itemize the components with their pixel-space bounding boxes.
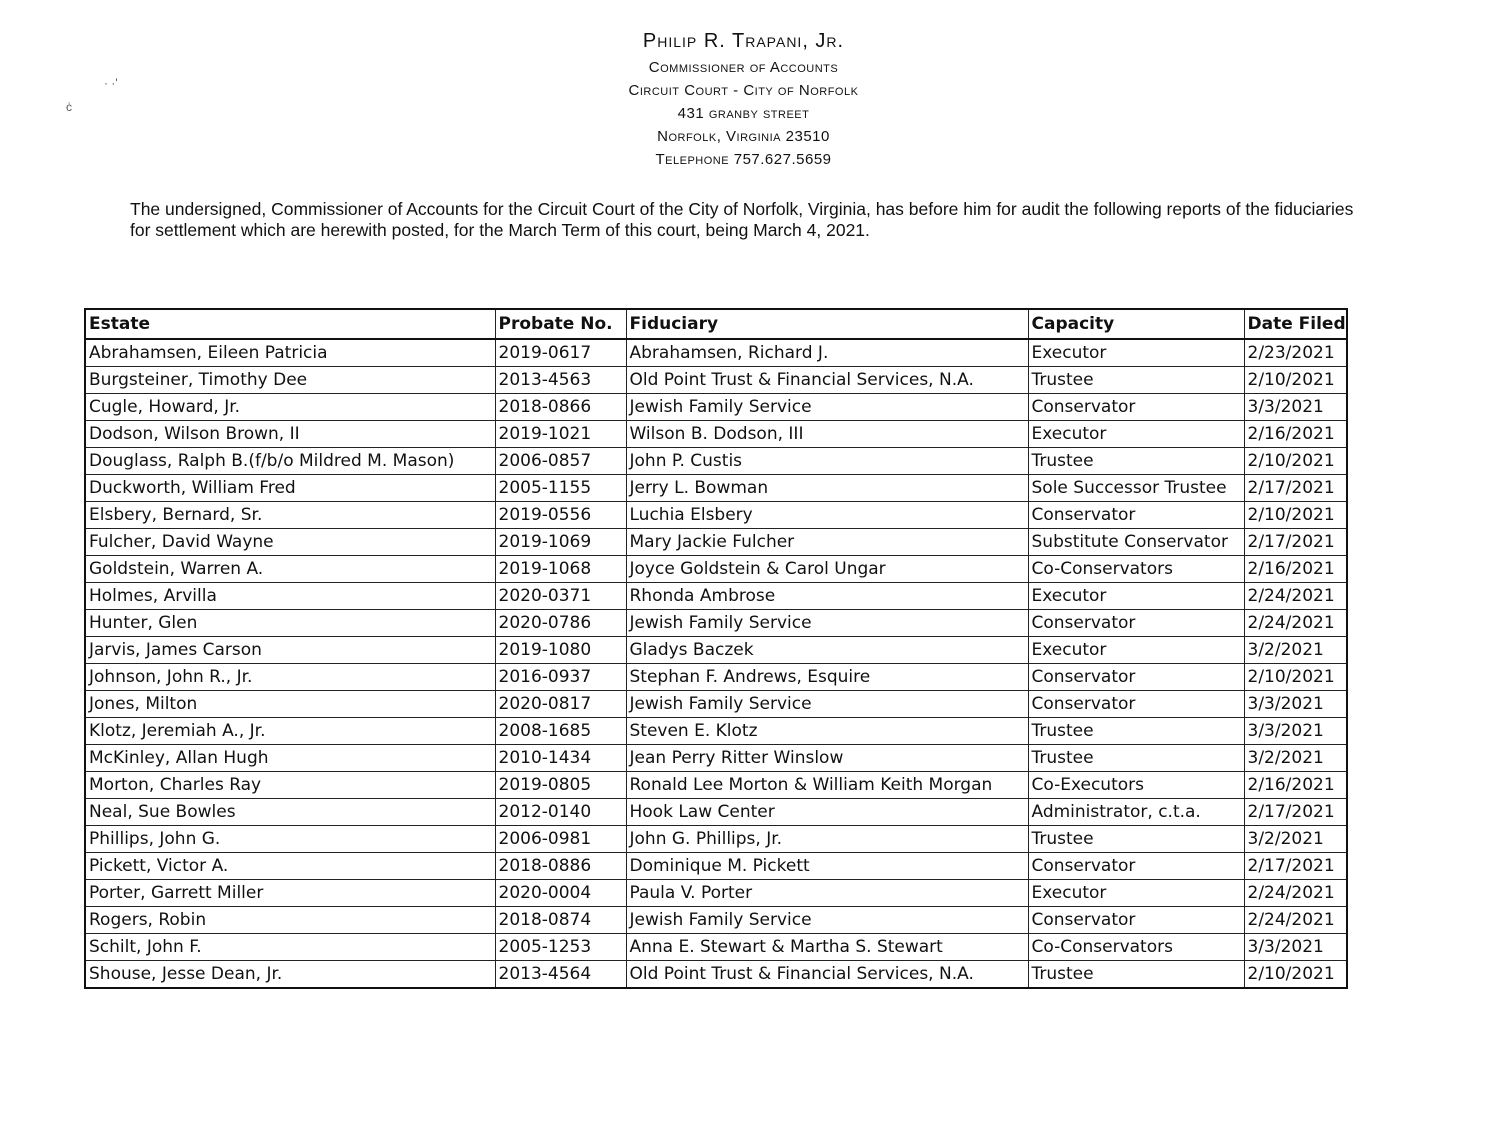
cell-estate: Abrahamsen, Eileen Patricia: [85, 339, 495, 367]
cell-date-filed: 2/10/2021: [1244, 664, 1347, 691]
cell-fiduciary: Jewish Family Service: [626, 610, 1028, 637]
cell-date-filed: 3/3/2021: [1244, 691, 1347, 718]
cell-estate: Shouse, Jesse Dean, Jr.: [85, 961, 495, 989]
cell-probate-no: 2020-0817: [495, 691, 626, 718]
cell-capacity: Conservator: [1028, 907, 1244, 934]
cell-date-filed: 3/2/2021: [1244, 826, 1347, 853]
cell-capacity: Executor: [1028, 880, 1244, 907]
cell-fiduciary: Luchia Elsbery: [626, 502, 1028, 529]
cell-estate: Douglass, Ralph B.(f/b/o Mildred M. Mason): [85, 448, 495, 475]
table-row: [85, 961, 1347, 989]
cell-estate: Duckworth, William Fred: [85, 475, 495, 502]
cell-capacity: Trustee: [1028, 718, 1244, 745]
table-row: [85, 907, 1347, 934]
cell-capacity: Co-Conservators: [1028, 934, 1244, 961]
cell-capacity: Conservator: [1028, 610, 1244, 637]
cell-fiduciary: Jerry L. Bowman: [626, 475, 1028, 502]
cell-date-filed: 2/24/2021: [1244, 610, 1347, 637]
cell-capacity: Conservator: [1028, 394, 1244, 421]
cell-capacity: Co-Conservators: [1028, 556, 1244, 583]
cell-probate-no: 2019-1069: [495, 529, 626, 556]
cell-fiduciary: Steven E. Klotz: [626, 718, 1028, 745]
cell-capacity: Executor: [1028, 421, 1244, 448]
cell-estate: Phillips, John G.: [85, 826, 495, 853]
table-row: [85, 934, 1347, 961]
cell-estate: Klotz, Jeremiah A., Jr.: [85, 718, 495, 745]
cell-date-filed: 2/10/2021: [1244, 502, 1347, 529]
cell-estate: Neal, Sue Bowles: [85, 799, 495, 826]
column-header-capacity: Capacity: [1028, 309, 1244, 339]
cell-fiduciary: Anna E. Stewart & Martha S. Stewart: [626, 934, 1028, 961]
cell-probate-no: 2006-0857: [495, 448, 626, 475]
cell-date-filed: 2/10/2021: [1244, 448, 1347, 475]
cell-estate: Morton, Charles Ray: [85, 772, 495, 799]
column-header-estate: Estate: [85, 309, 495, 339]
table-row: [85, 772, 1347, 799]
cell-date-filed: 2/24/2021: [1244, 583, 1347, 610]
table-row: [85, 556, 1347, 583]
cell-capacity: Administrator, c.t.a.: [1028, 799, 1244, 826]
cell-probate-no: 2016-0937: [495, 664, 626, 691]
cell-probate-no: 2006-0981: [495, 826, 626, 853]
cell-probate-no: 2020-0371: [495, 583, 626, 610]
cell-fiduciary: Stephan F. Andrews, Esquire: [626, 664, 1028, 691]
cell-fiduciary: John P. Custis: [626, 448, 1028, 475]
cell-estate: Burgsteiner, Timothy Dee: [85, 367, 495, 394]
cell-date-filed: 2/16/2021: [1244, 772, 1347, 799]
cell-date-filed: 2/10/2021: [1244, 367, 1347, 394]
cell-fiduciary: Paula V. Porter: [626, 880, 1028, 907]
cell-probate-no: 2008-1685: [495, 718, 626, 745]
street-address: 431 granby street: [677, 105, 810, 122]
cell-estate: Dodson, Wilson Brown, II: [85, 421, 495, 448]
table-row: [85, 475, 1347, 502]
cell-date-filed: 3/2/2021: [1244, 745, 1347, 772]
cell-fiduciary: Jewish Family Service: [626, 394, 1028, 421]
table-row: [85, 339, 1347, 367]
cell-date-filed: 2/24/2021: [1244, 880, 1347, 907]
cell-capacity: Trustee: [1028, 745, 1244, 772]
cell-estate: Cugle, Howard, Jr.: [85, 394, 495, 421]
table-row: [85, 718, 1347, 745]
cell-capacity: Sole Successor Trustee: [1028, 475, 1244, 502]
cell-capacity: Executor: [1028, 339, 1244, 367]
cell-fiduciary: Mary Jackie Fulcher: [626, 529, 1028, 556]
cell-capacity: Trustee: [1028, 961, 1244, 989]
cell-date-filed: 2/17/2021: [1244, 475, 1347, 502]
cell-date-filed: 2/17/2021: [1244, 529, 1347, 556]
cell-estate: Rogers, Robin: [85, 907, 495, 934]
table-row: [85, 799, 1347, 826]
cell-probate-no: 2020-0786: [495, 610, 626, 637]
cell-estate: Elsbery, Bernard, Sr.: [85, 502, 495, 529]
column-header-date-filed: Date Filed: [1244, 309, 1347, 339]
cell-probate-no: 2019-0617: [495, 339, 626, 367]
cell-fiduciary: Abrahamsen, Richard J.: [626, 339, 1028, 367]
cell-estate: Jones, Milton: [85, 691, 495, 718]
cell-probate-no: 2020-0004: [495, 880, 626, 907]
cell-capacity: Executor: [1028, 637, 1244, 664]
cell-estate: Holmes, Arvilla: [85, 583, 495, 610]
cell-probate-no: 2019-1021: [495, 421, 626, 448]
cell-date-filed: 3/2/2021: [1244, 637, 1347, 664]
cell-estate: Schilt, John F.: [85, 934, 495, 961]
cell-estate: Hunter, Glen: [85, 610, 495, 637]
cell-date-filed: 2/23/2021: [1244, 339, 1347, 367]
cell-fiduciary: Jean Perry Ritter Winslow: [626, 745, 1028, 772]
cell-probate-no: 2005-1155: [495, 475, 626, 502]
table-row: [85, 502, 1347, 529]
cell-date-filed: 2/16/2021: [1244, 421, 1347, 448]
table-row: [85, 394, 1347, 421]
cell-fiduciary: Gladys Baczek: [626, 637, 1028, 664]
fiduciary-table: [84, 308, 1348, 989]
table-row: [85, 367, 1347, 394]
cell-probate-no: 2019-0556: [495, 502, 626, 529]
cell-probate-no: 2019-0805: [495, 772, 626, 799]
cell-probate-no: 2018-0866: [495, 394, 626, 421]
cell-probate-no: 2005-1253: [495, 934, 626, 961]
cell-fiduciary: Jewish Family Service: [626, 691, 1028, 718]
scan-speck: · ·': [104, 76, 118, 90]
table-row: [85, 745, 1347, 772]
cell-probate-no: 2019-1068: [495, 556, 626, 583]
court-name: Circuit Court - City of Norfolk: [628, 82, 859, 99]
table-row: [85, 880, 1347, 907]
cell-fiduciary: Dominique M. Pickett: [626, 853, 1028, 880]
commissioner-title: Commissioner of Accounts: [648, 59, 839, 76]
table-row: [85, 610, 1347, 637]
table-row: [85, 421, 1347, 448]
table-row: [85, 664, 1347, 691]
scan-speck: ċ: [66, 100, 72, 114]
cell-capacity: Conservator: [1028, 664, 1244, 691]
table-row: [85, 583, 1347, 610]
cell-estate: Johnson, John R., Jr.: [85, 664, 495, 691]
column-header-probate-no: Probate No.: [495, 309, 626, 339]
cell-fiduciary: Old Point Trust & Financial Services, N.A.: [626, 367, 1028, 394]
table-row: [85, 826, 1347, 853]
cell-capacity: Substitute Conservator: [1028, 529, 1244, 556]
cell-date-filed: 2/16/2021: [1244, 556, 1347, 583]
cell-probate-no: 2018-0886: [495, 853, 626, 880]
cell-capacity: Conservator: [1028, 853, 1244, 880]
letterhead: [0, 26, 1497, 171]
cell-fiduciary: Hook Law Center: [626, 799, 1028, 826]
column-header-fiduciary: Fiduciary: [626, 309, 1028, 339]
cell-fiduciary: Ronald Lee Morton & William Keith Morgan: [626, 772, 1028, 799]
cell-estate: Goldstein, Warren A.: [85, 556, 495, 583]
telephone: Telephone 757.627.5659: [655, 151, 832, 168]
table-row: [85, 529, 1347, 556]
cell-capacity: Conservator: [1028, 502, 1244, 529]
table-body: [85, 339, 1347, 988]
cell-capacity: Trustee: [1028, 448, 1244, 475]
table-header-row: [85, 309, 1347, 339]
cell-probate-no: 2018-0874: [495, 907, 626, 934]
cell-fiduciary: Rhonda Ambrose: [626, 583, 1028, 610]
cell-date-filed: 3/3/2021: [1244, 934, 1347, 961]
cell-date-filed: 2/17/2021: [1244, 799, 1347, 826]
cell-probate-no: 2012-0140: [495, 799, 626, 826]
table-row: [85, 853, 1347, 880]
table-row: [85, 448, 1347, 475]
cell-capacity: Trustee: [1028, 826, 1244, 853]
cell-capacity: Trustee: [1028, 367, 1244, 394]
cell-date-filed: 2/24/2021: [1244, 907, 1347, 934]
cell-date-filed: 2/17/2021: [1244, 853, 1347, 880]
cell-date-filed: 2/10/2021: [1244, 961, 1347, 989]
cell-estate: Porter, Garrett Miller: [85, 880, 495, 907]
cell-fiduciary: Jewish Family Service: [626, 907, 1028, 934]
cell-fiduciary: Wilson B. Dodson, III: [626, 421, 1028, 448]
cell-fiduciary: Joyce Goldstein & Carol Ungar: [626, 556, 1028, 583]
cell-probate-no: 2019-1080: [495, 637, 626, 664]
cell-probate-no: 2010-1434: [495, 745, 626, 772]
cell-date-filed: 3/3/2021: [1244, 718, 1347, 745]
cell-probate-no: 2013-4563: [495, 367, 626, 394]
cell-estate: Fulcher, David Wayne: [85, 529, 495, 556]
intro-paragraph: The undersigned, Commissioner of Accounts for the Circuit Court of the City of Norfolk, Virginia, has before him for audit the following reports of the fiduciaries for settlement which are herewith posted, for the March Term of this court, being March 4, 2021.: [130, 199, 1354, 240]
cell-date-filed: 3/3/2021: [1244, 394, 1347, 421]
city-address: Norfolk, Virginia 23510: [657, 128, 830, 145]
cell-estate: Jarvis, James Carson: [85, 637, 495, 664]
cell-fiduciary: John G. Phillips, Jr.: [626, 826, 1028, 853]
cell-estate: Pickett, Victor A.: [85, 853, 495, 880]
cell-capacity: Conservator: [1028, 691, 1244, 718]
cell-capacity: Executor: [1028, 583, 1244, 610]
cell-probate-no: 2013-4564: [495, 961, 626, 989]
commissioner-name: Philip R. Trapani, Jr.: [642, 30, 845, 52]
cell-fiduciary: Old Point Trust & Financial Services, N.A.: [626, 961, 1028, 989]
table-row: [85, 637, 1347, 664]
cell-capacity: Co-Executors: [1028, 772, 1244, 799]
table-row: [85, 691, 1347, 718]
cell-estate: McKinley, Allan Hugh: [85, 745, 495, 772]
